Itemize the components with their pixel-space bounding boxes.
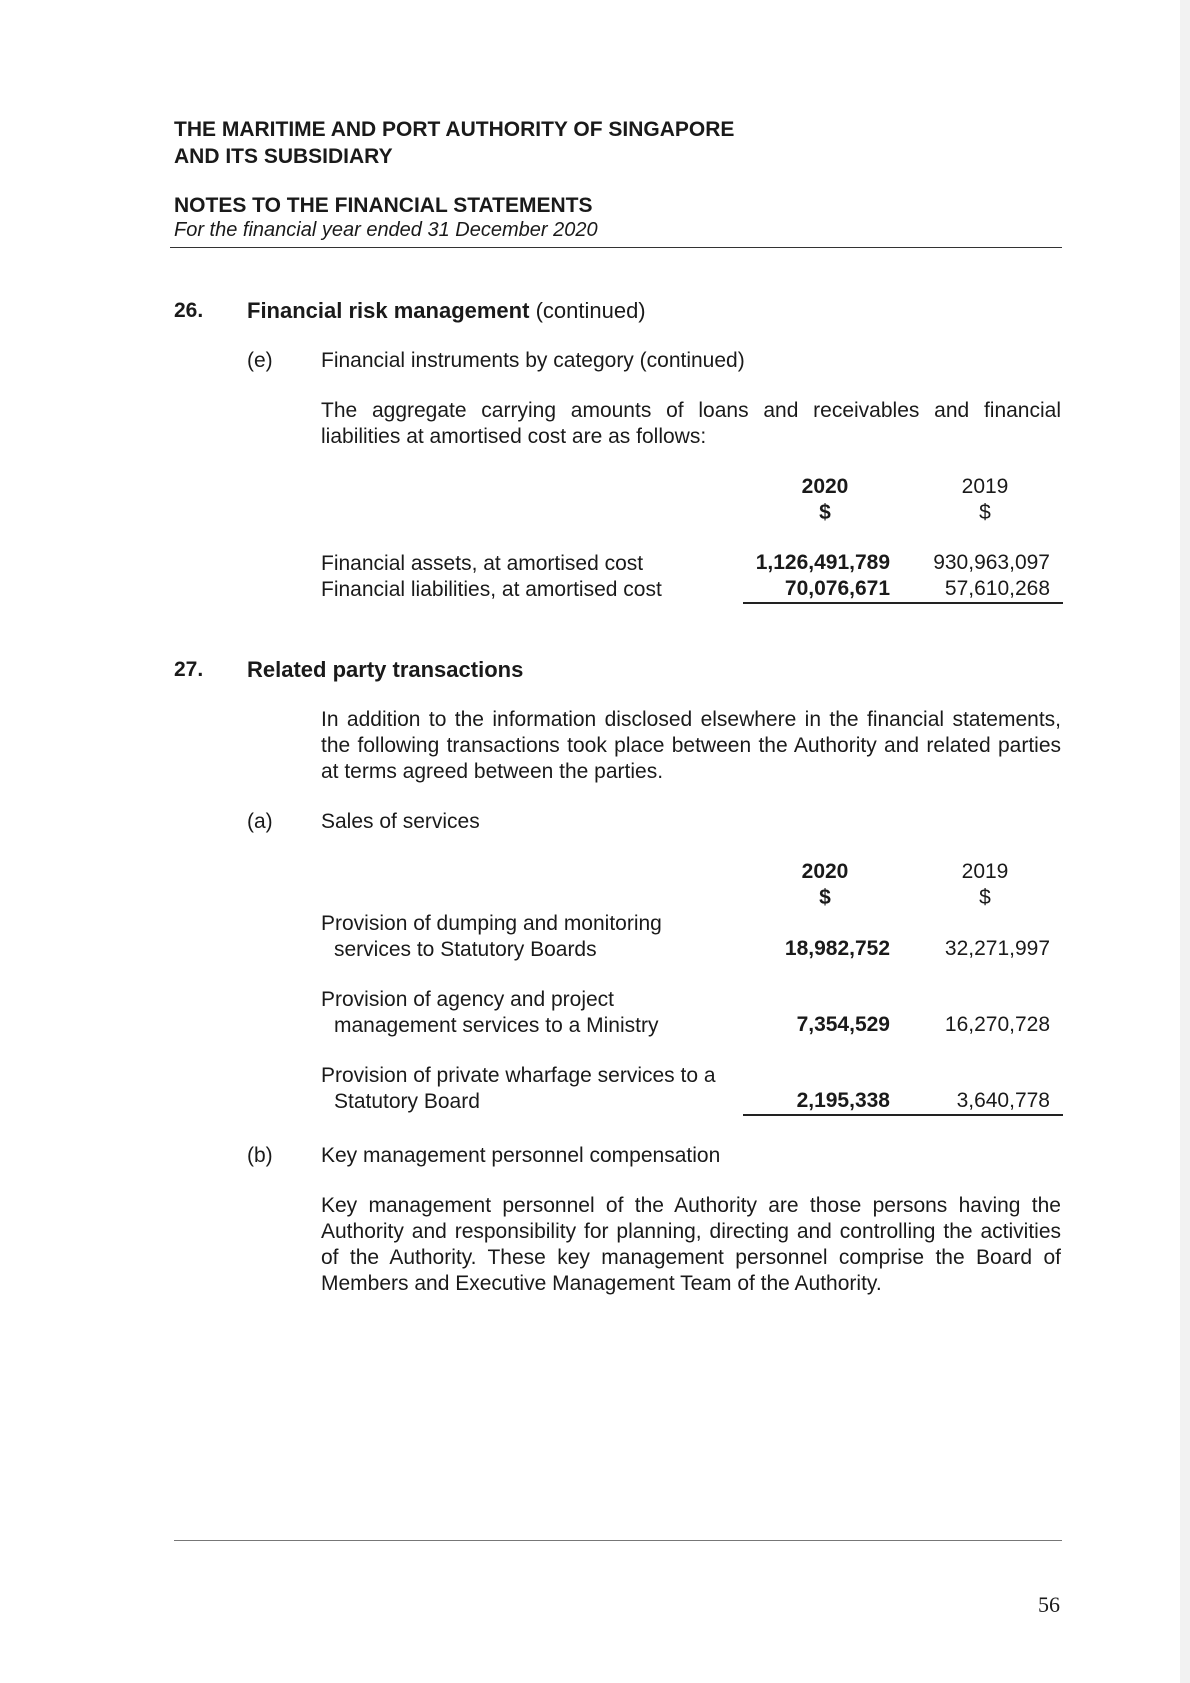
e-row-assets-2020: 1,126,491,789 <box>755 551 890 574</box>
a-row-dumping-2019: 32,271,997 <box>944 937 1050 960</box>
e-col-2020-year: 2020 <box>801 475 849 498</box>
a-row-agency-line1: Provision of agency and project <box>321 988 615 1011</box>
sub-a-label: (a) <box>247 810 273 833</box>
org-name-line1: THE MARITIME AND PORT AUTHORITY OF SINGAPORE <box>174 118 735 141</box>
a-row-dumping-2020: 18,982,752 <box>784 937 890 960</box>
a-row-dumping-line2: services to Statutory Boards <box>334 938 597 961</box>
note-26-title-suffix: (continued) <box>535 298 646 323</box>
a-row-agency-2019: 16,270,728 <box>944 1013 1050 1036</box>
a-row-dumping <box>321 911 662 963</box>
e-row-liabilities-label: Financial liabilities, at amortised cost <box>321 578 662 601</box>
sub-e-label: (e) <box>247 349 273 372</box>
e-col-2019-unit: $ <box>979 501 991 524</box>
a-row-dumping-line1: Provision of dumping and monitoring <box>321 912 662 935</box>
a-col-2019-year: 2019 <box>961 860 1009 883</box>
page-number: 56 <box>1038 1592 1060 1617</box>
e-col-2019-year: 2019 <box>961 475 1009 498</box>
note-26-title: Financial risk management <box>247 298 530 323</box>
sub-b-label: (b) <box>247 1144 273 1167</box>
sub-b-title: Key management personnel compensation <box>321 1144 721 1167</box>
a-col-2020 <box>765 859 885 911</box>
org-name-line2: AND ITS SUBSIDIARY <box>174 145 393 168</box>
org-name <box>174 116 734 170</box>
e-row-assets-label: Financial assets, at amortised cost <box>321 552 644 575</box>
a-row-wharfage-2019: 3,640,778 <box>956 1089 1050 1112</box>
note-27-intro: In addition to the information disclosed elsewhere in the financial statements, the following transactions took place between the Authority and related parties at terms agreed between the parties. <box>321 708 1061 783</box>
a-row-agency-line2: management services to a Ministry <box>334 1014 659 1037</box>
a-col-2019-unit: $ <box>979 886 991 909</box>
e-col-2020-unit: $ <box>819 501 831 524</box>
a-table-underline <box>743 1114 1063 1116</box>
note-26-number: 26. <box>174 299 204 322</box>
section-title: NOTES TO THE FINANCIAL STATEMENTS <box>174 194 593 217</box>
note-27-number: 27. <box>174 658 204 681</box>
note-26-heading <box>247 298 646 324</box>
sub-e-title: Financial instruments by category (continued) <box>321 349 745 372</box>
e-col-2020 <box>765 474 885 526</box>
note-27-title: Related party transactions <box>247 657 524 682</box>
a-col-2020-unit: $ <box>819 886 831 909</box>
a-col-2019 <box>925 859 1045 911</box>
a-row-wharfage <box>321 1063 716 1115</box>
sub-e-paragraph: The aggregate carrying amounts of loans and receivables and financial liabilities at amortised cost are as follows: <box>321 399 1061 448</box>
e-table-underline <box>743 602 1063 604</box>
e-col-2019 <box>925 474 1045 526</box>
e-row-liabilities-2019: 57,610,268 <box>944 577 1050 600</box>
sub-a-title: Sales of services <box>321 810 480 833</box>
footer-rule <box>174 1540 1062 1541</box>
a-col-2020-year: 2020 <box>801 860 849 883</box>
header-rule <box>170 247 1062 248</box>
e-row-liabilities-2020: 70,076,671 <box>784 577 890 600</box>
a-row-agency <box>321 987 658 1039</box>
a-row-agency-2020: 7,354,529 <box>796 1013 890 1036</box>
scan-edge <box>1180 0 1190 1683</box>
a-row-wharfage-2020: 2,195,338 <box>796 1089 890 1112</box>
period-subtitle: For the financial year ended 31 December 2020 <box>174 219 598 241</box>
e-row-assets-2019: 930,963,097 <box>933 551 1050 574</box>
a-row-wharfage-line2: Statutory Board <box>334 1090 480 1113</box>
a-row-wharfage-line1: Provision of private wharfage services to a <box>321 1064 716 1087</box>
sub-b-paragraph: Key management personnel of the Authority are those persons having the Authority and responsibility for planning, directing and controlling the activities of the Authority. These key management personnel comprise the Board of Members and Executive Management Team of the Authority. <box>321 1194 1061 1295</box>
